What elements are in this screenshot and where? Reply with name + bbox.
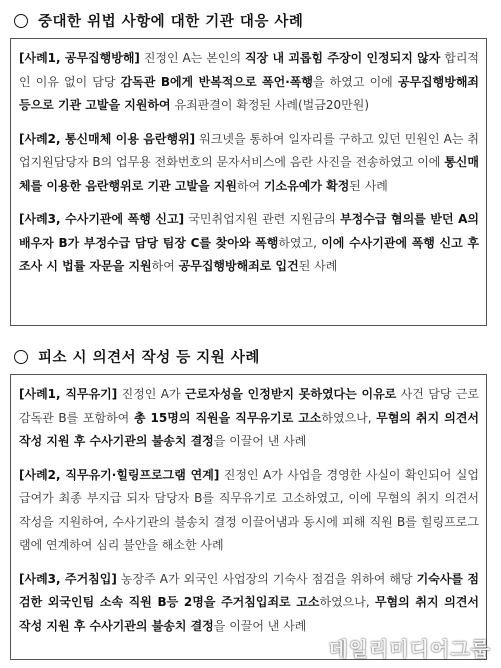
case-paragraph xyxy=(19,568,479,639)
circle-bullet-icon xyxy=(14,350,28,364)
section1-case-box xyxy=(10,38,487,326)
case-tag: [사례1, 직무유기] xyxy=(19,387,118,401)
case-text: 유죄판결이 확정된 사례(벌금20만원) xyxy=(170,98,370,112)
case-emphasis-text: 무혐의 취지 의견서 작성 지원 후 수사기관의 불송치 결정 xyxy=(19,595,480,633)
case-tag: [사례3, 수사기관에 폭행 신고] xyxy=(19,212,185,226)
watermark-logo: 데일리미디어그룹 xyxy=(328,637,491,661)
case-text: 된 사례 xyxy=(349,178,388,193)
case-text: 하였고, xyxy=(278,235,322,250)
case-text: 을 이끌어 낸 사례 xyxy=(213,434,307,448)
case-emphasis-text: 부정수급 혐의를 받던 A의 배우자 B가 부정수급 담당 팀장 C를 찾아와 폭행 xyxy=(19,212,479,250)
case-text: 하여 xyxy=(236,178,264,193)
circle-bullet-icon xyxy=(14,14,28,28)
case-text: 진정인 A가 xyxy=(117,387,185,401)
case-emphasis-text: 기숙사를 점검한 외국인팀 소속 직원 B등 2명을 주거침입죄로 고소 xyxy=(19,571,480,609)
case-text: 하였으나, xyxy=(319,595,375,609)
case-text: 진정인 A가 사업을 경영한 사실이 확인되어 실업급여가 최종 부지급 되자 담당자 B를 직무유기로 고소하였고, 이에 무혐의 취지 의견서 작성을 지원하여, 수사기관의 불송치 결정 이끌어냄과 동시에 피해 직원 B를 힐링프로그램에 연계하여 심리 불안을 해소한 사례 xyxy=(19,467,479,552)
section1-title: 중대한 위법 사항에 대한 기관 대응 사례 xyxy=(38,14,304,30)
case-text: 농장주 A가 외국인 사업장의 기숙사 점검을 위하여 해당 xyxy=(116,571,417,586)
case-emphasis-text: 공무집행방해죄로 입건 xyxy=(178,259,299,273)
section2-case-box xyxy=(10,374,487,660)
case-text: 을 이끌어 낸 사례 xyxy=(213,618,307,633)
section1-heading xyxy=(14,10,303,31)
case-tag: [사례2, 직무유기·힐링프로그램 연계] xyxy=(19,467,220,482)
case-emphasis-text: 통신매체를 이용한 음란행위로 기관 고발을 지원 xyxy=(19,155,479,193)
case-text: 워크넷을 통하여 일자리를 구하고 있던 민원인 A는 취업지원담당자 B의 업무용 전화번호의 문자서비스에 음란 사진을 전송하였고 이에 xyxy=(19,131,479,169)
case-tag: [사례2, 통신매체 이용 음란행위] xyxy=(19,131,196,146)
case-paragraph xyxy=(19,47,479,118)
case-text: 진정인 A는 본인의 xyxy=(139,51,245,65)
case-emphasis-text: 직장 내 괴롭힘 주장이 인정되지 않자 xyxy=(244,51,441,65)
case-emphasis-text: 이에 수사기관에 폭행 신고 후 조사 시 법률 자문을 지원 xyxy=(19,235,480,273)
case-tag: [사례1, 공무집행방해] xyxy=(19,51,140,65)
case-text: 국민취업지원 관련 지원금의 xyxy=(184,212,341,226)
case-emphasis-text: 기소유예가 확정 xyxy=(263,178,350,193)
case-paragraph xyxy=(19,128,479,199)
case-emphasis-text: 근로자성을 인정받지 못하였다는 이유로 xyxy=(184,387,397,401)
case-emphasis-text: 무혐의 취지 의견서 작성 지원 후 수사기관의 불송치 결정 xyxy=(19,410,480,448)
case-paragraph xyxy=(19,383,479,454)
case-text: 사건 담당 근로감독관 B를 포함하여 xyxy=(19,387,479,425)
case-text: 하였으나, xyxy=(321,410,377,425)
case-paragraph xyxy=(19,208,479,279)
case-emphasis-text: 공무집행방해죄 등으로 기관 고발을 지원하여 xyxy=(19,74,480,112)
case-emphasis-text: 감독관 B에게 반복적으로 폭언·폭행 xyxy=(120,74,313,89)
case-text: 을 하였고 이에 xyxy=(312,74,398,89)
case-paragraph xyxy=(19,464,479,558)
case-text: 된 사례 xyxy=(298,259,338,273)
section2-title: 피소 시 의견서 작성 등 지원 사례 xyxy=(38,350,260,366)
case-emphasis-text: 총 15명의 직원을 직무유기로 고소 xyxy=(133,410,322,425)
case-text: 하여 xyxy=(151,259,179,273)
case-text: 합리적인 이유 없이 담당 xyxy=(19,51,479,89)
section2-heading xyxy=(14,346,260,367)
case-tag: [사례3, 주거침입] xyxy=(19,571,117,586)
